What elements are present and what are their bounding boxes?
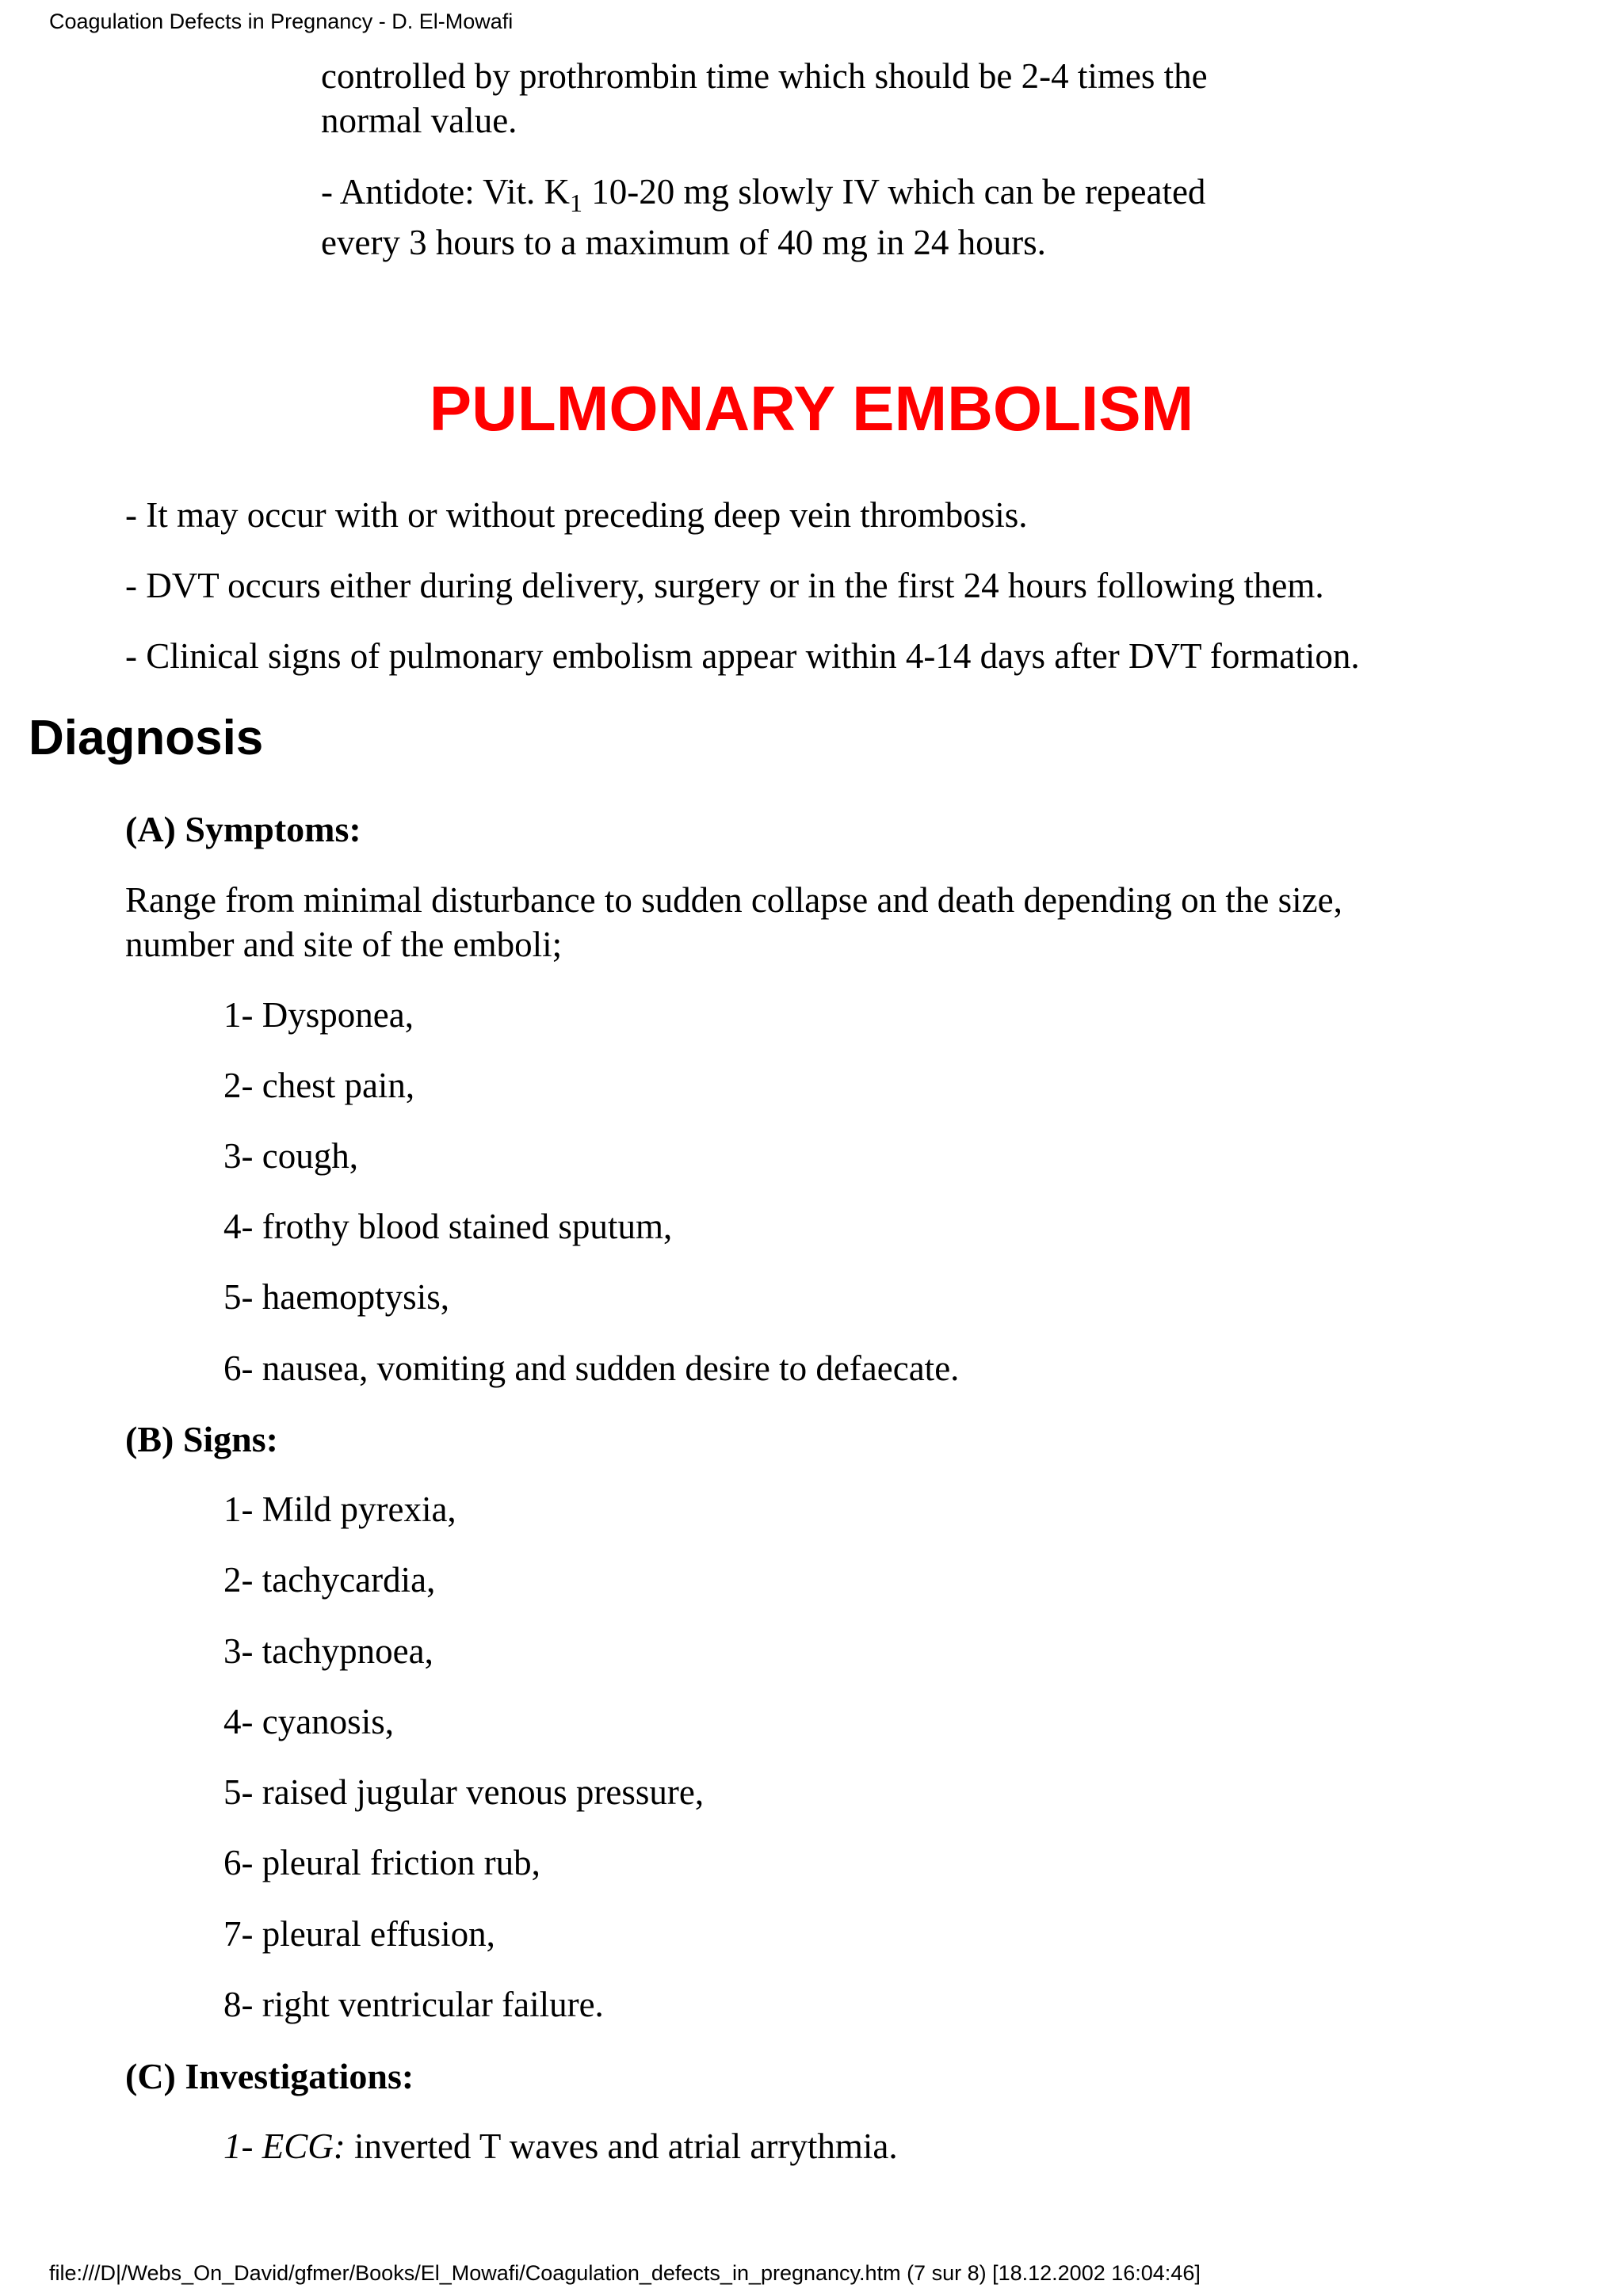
investigations-heading: (C) Investigations: [125,2056,414,2096]
bullet-2: - DVT occurs either during delivery, surgery or in the first 24 hours following them. [125,566,1324,605]
intro-line-2: normal value. [321,101,517,140]
antidote-line-2: every 3 hours to a maximum of 40 mg in 24 hours. [321,223,1046,262]
intro-line-1: controlled by prothrombin time which should be 2-4 times the [321,56,1208,96]
sign-item: 2- tachycardia, [223,1560,436,1600]
symptoms-intro-line-1: Range from minimal disturbance to sudden collapse and death depending on the size, [125,880,1342,920]
symptoms-intro-line-2: number and site of the emboli; [125,925,563,964]
sign-item: 8- right ventricular failure. [223,1985,604,2024]
page-footer-url: file:///D|/Webs_On_David/gfmer/Books/El_Mowafi/Coagulation_defects_in_pregnancy.htm (7 sur 8) [18.12.2002 16:04:46] [49,2261,1201,2285]
symptom-item: 3- cough, [223,1136,358,1176]
bullet-3: - Clinical signs of pulmonary embolism appear within 4-14 days after DVT formation. [125,636,1360,676]
symptoms-heading: (A) Symptoms: [125,809,361,849]
investigation-item [223,2126,898,2167]
sign-item: 3- tachypnoea, [223,1631,433,1671]
sign-item: 7- pleural effusion, [223,1914,495,1954]
investigation-label: 1- ECG: [223,2126,346,2166]
sign-item: 4- cyanosis, [223,1702,394,1741]
bullet-1: - It may occur with or without preceding deep vein thrombosis. [125,495,1028,535]
symptom-item: 4- frothy blood stained sputum, [223,1207,673,1246]
antidote-line-1 [321,170,1205,225]
section-title: PULMONARY EMBOLISM [429,373,1194,444]
sign-item: 1- Mild pyrexia, [223,1489,456,1529]
page-header: Coagulation Defects in Pregnancy - D. El-Mowafi [49,10,514,33]
diagnosis-heading: Diagnosis [29,711,264,765]
antidote-prefix: - Antidote: Vit. K [321,172,570,212]
antidote-suffix: 10-20 mg slowly IV which can be repeated [582,172,1206,212]
symptom-item: 2- chest pain, [223,1066,415,1105]
antidote-subscript: 1 [569,189,582,217]
sign-item: 6- pleural friction rub, [223,1843,540,1882]
signs-heading: (B) Signs: [125,1419,278,1459]
symptom-item: 6- nausea, vomiting and sudden desire to defaecate. [223,1348,960,1388]
symptom-item: 1- Dysponea, [223,995,414,1035]
symptom-item: 5- haemoptysis, [223,1277,449,1317]
sign-item: 5- raised jugular venous pressure, [223,1772,705,1812]
investigation-text: inverted T waves and atrial arrythmia. [345,2126,898,2166]
